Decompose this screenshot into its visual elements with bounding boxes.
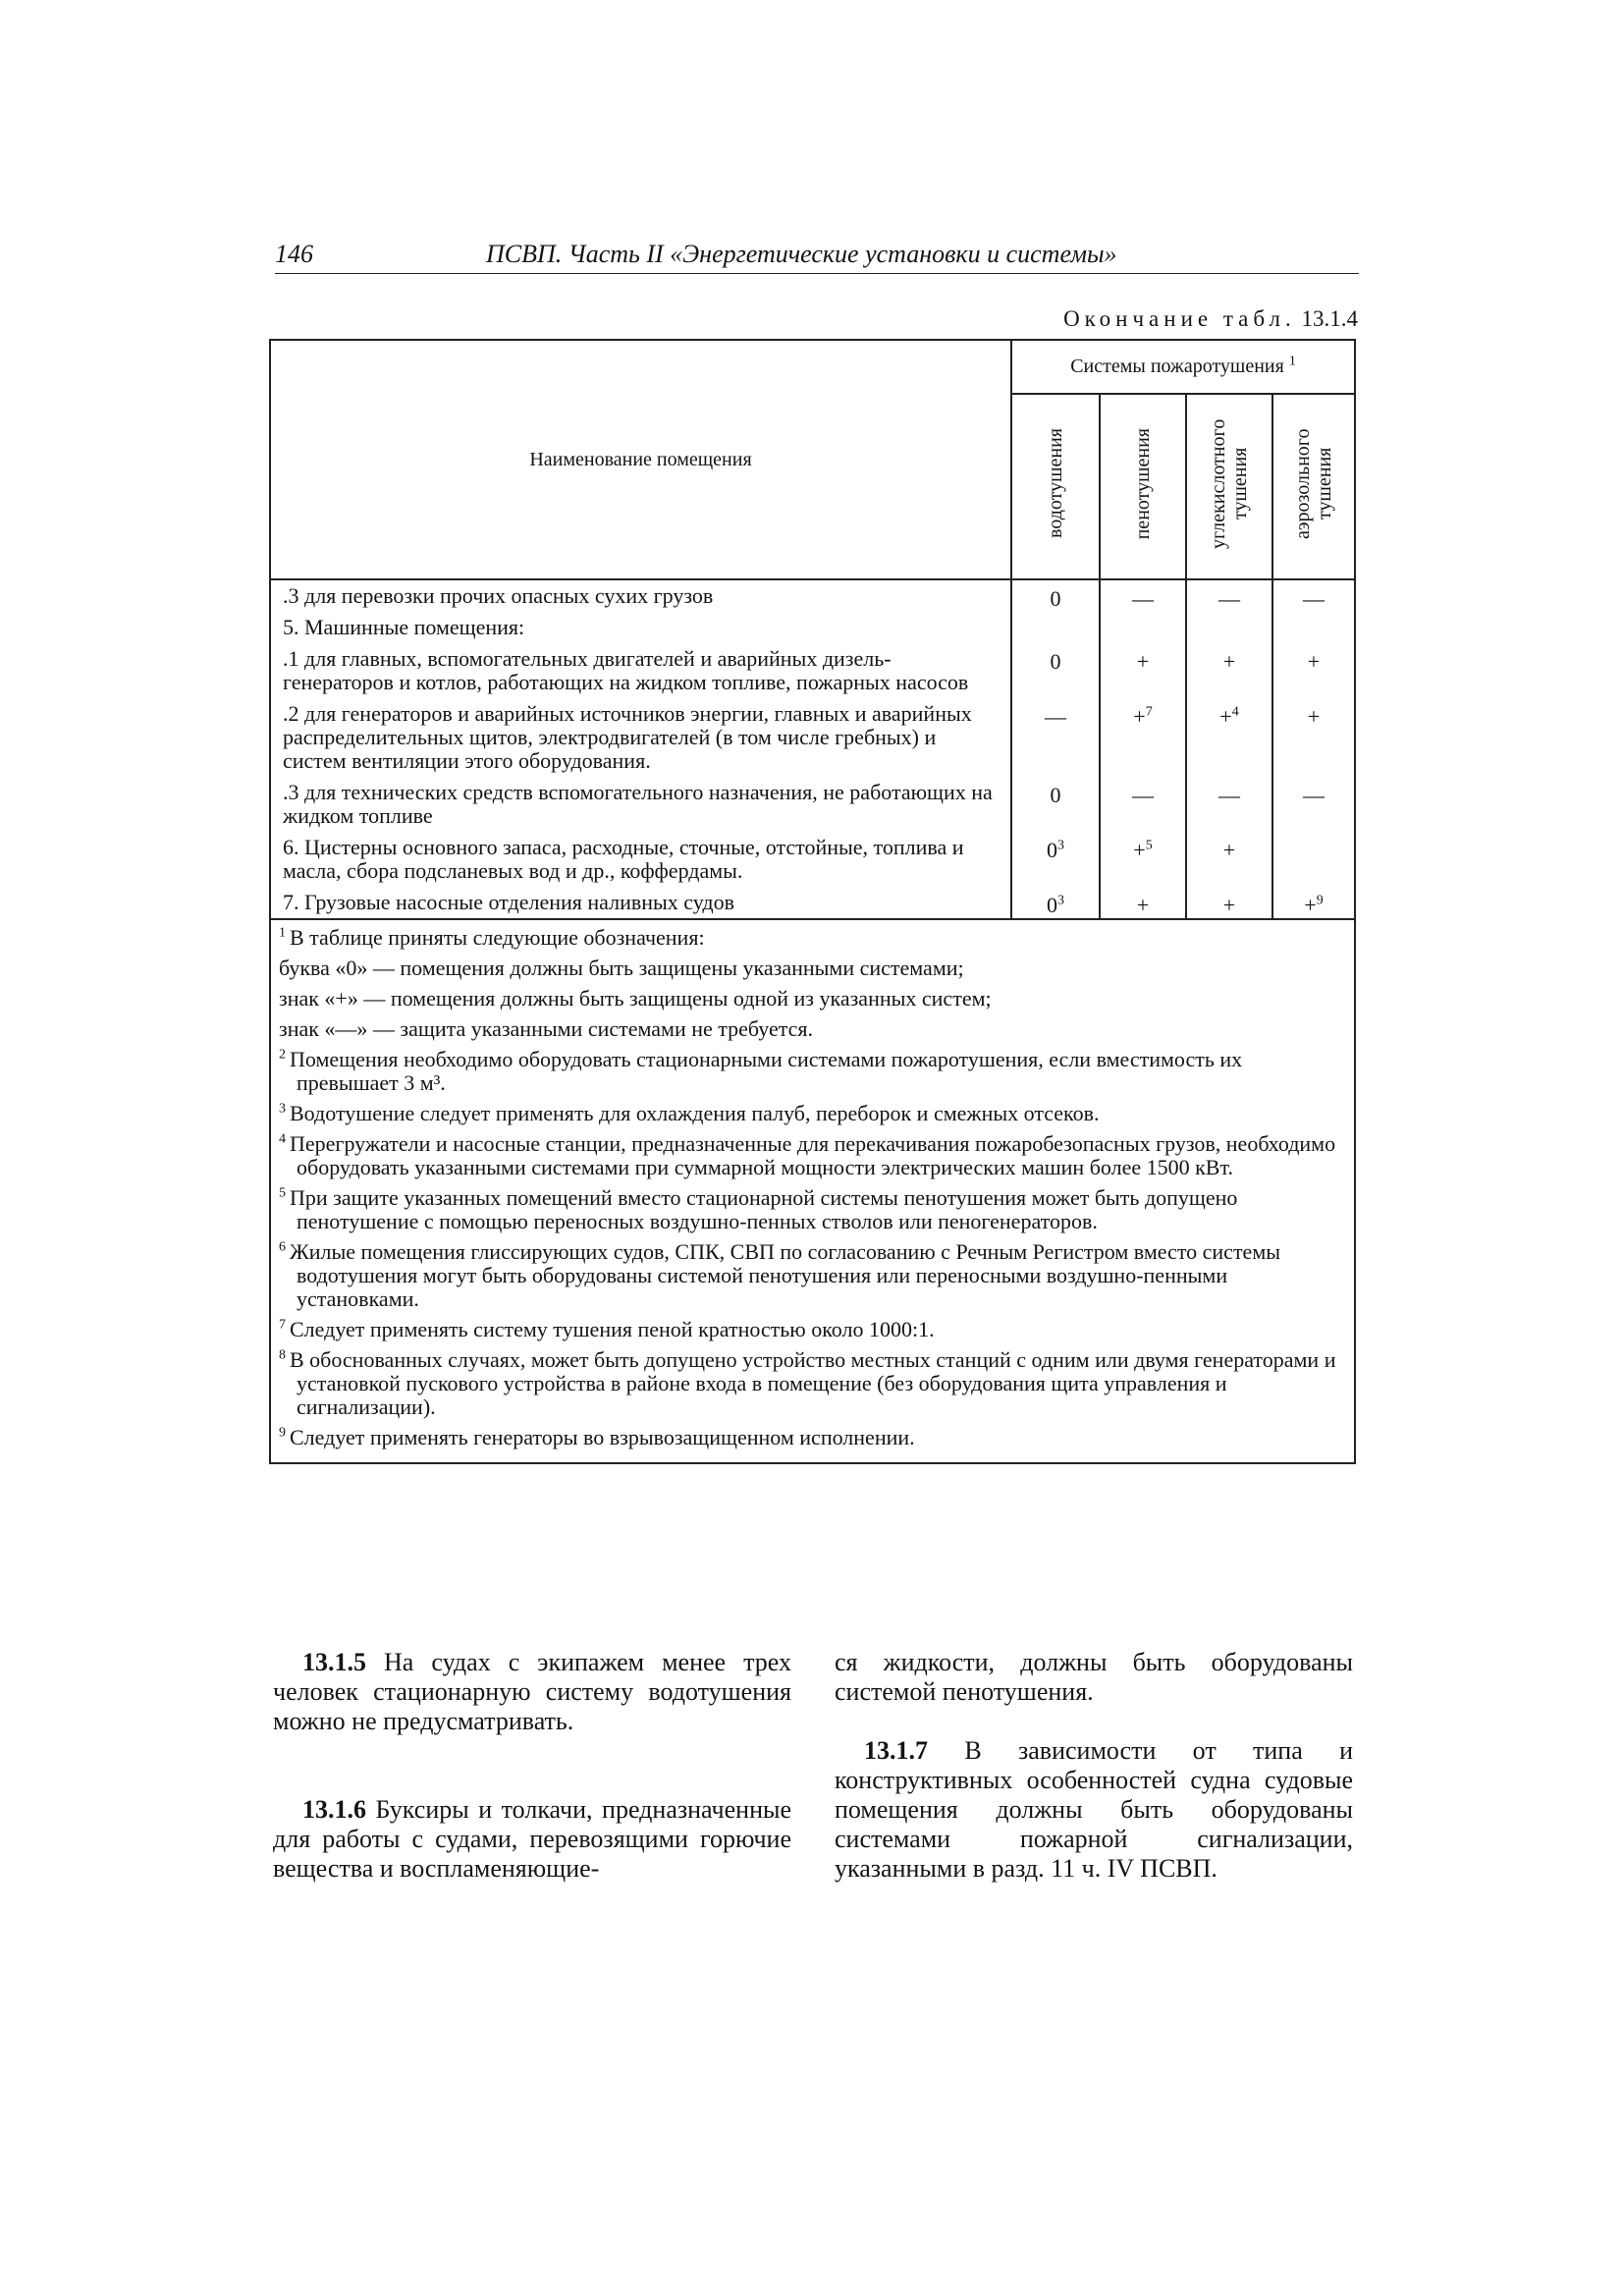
footnote-text: При защите указанных помещений вместо стационарной системы пенотушения может быть допущено пенотушение с помощью переносных воздушно-пенных стволов или пеногенераторов.	[290, 1185, 1238, 1233]
table-row	[270, 698, 1355, 777]
footnote	[279, 957, 1344, 980]
header-column-label: аэрозольного тушения	[1292, 428, 1335, 539]
table-row	[270, 612, 1355, 643]
row-cell	[1186, 777, 1272, 832]
row-cell	[1100, 643, 1186, 698]
table-row	[270, 777, 1355, 832]
cell-sup: 3	[1057, 893, 1064, 908]
cell-value: +	[1133, 704, 1146, 729]
footnote-marker: 9	[279, 1425, 286, 1441]
footnote-marker: 3	[279, 1101, 286, 1117]
footnote-marker: 2	[279, 1047, 286, 1063]
paragraph-text: На судах с экипажем менее трех человек стационарную систему водотушения можно не предусматривать.	[273, 1648, 791, 1735]
row-cell	[1272, 777, 1355, 832]
footnote-text: Помещения необходимо оборудовать стационарными системами пожаротушения, если вместимость их превышает 3 м³.	[290, 1047, 1243, 1095]
paragraph-text: ся жидкости, должны быть оборудованы системой пенотушения.	[835, 1648, 1353, 1706]
running-title: ПСВП. Часть II «Энергетические установки и системы»	[486, 240, 1117, 268]
row-cell	[1272, 698, 1355, 777]
row-cell	[1272, 643, 1355, 698]
footnote	[279, 926, 1344, 950]
table-body	[270, 579, 1355, 1463]
cell-value: +	[1304, 893, 1317, 917]
row-cell	[1186, 579, 1272, 612]
row-cell	[1011, 612, 1100, 643]
table-caption-number: 13.1.4	[1301, 306, 1358, 331]
paragraph-number: 13.1.5	[302, 1648, 366, 1676]
cell-value: 0	[1047, 893, 1057, 917]
row-name: 6. Цистерны основного запаса, расходные, сточные, отстойные, топлива и масла, сбора подсланевых вод и др., коффердамы.	[270, 832, 1011, 887]
header-column-label: углекислотного тушения	[1208, 418, 1251, 549]
cell-value: 0	[1050, 586, 1061, 611]
row-cell	[1272, 887, 1355, 919]
footnote-text: знак «+» — помещения должны быть защищены одной из указанных систем;	[279, 986, 992, 1011]
cell-value: +	[1222, 649, 1236, 674]
table-caption-label: Окончание табл.	[1063, 306, 1296, 331]
cell-sup: 5	[1145, 838, 1153, 853]
footnote	[279, 1348, 1344, 1419]
footnote	[279, 987, 1344, 1011]
cell-value: +	[1136, 649, 1150, 674]
table-notes	[270, 919, 1355, 1463]
header-column-2	[1186, 394, 1272, 579]
row-cell	[1100, 579, 1186, 612]
table-row	[270, 832, 1355, 887]
row-cell	[1011, 698, 1100, 777]
table-row	[270, 643, 1355, 698]
cell-sup: 4	[1231, 704, 1239, 720]
row-cell	[1272, 832, 1355, 887]
footnote-text: Перегружатели и насосные станции, предназначенные для перекачивания пожаробезопасных грузов, необходимо оборудовать указанными системами при суммарной мощности электрических машин более 1500 кВт.	[290, 1131, 1336, 1179]
paragraph	[835, 1736, 1353, 1884]
row-cell	[1011, 579, 1100, 612]
header-column-label: пенотушения	[1132, 427, 1154, 540]
cell-sup: 3	[1057, 838, 1064, 853]
cell-sup: 7	[1145, 704, 1153, 720]
header-fire-systems	[1011, 340, 1355, 394]
footnote-marker: 6	[279, 1239, 286, 1255]
footnote-text: знак «—» — защита указанными системами не требуется.	[279, 1016, 814, 1041]
row-cell	[1186, 643, 1272, 698]
cell-value: —	[1132, 783, 1154, 807]
row-cell	[1186, 698, 1272, 777]
footnote	[279, 1048, 1344, 1095]
paragraph	[273, 1795, 791, 1884]
cell-value: +	[1136, 893, 1150, 917]
footnote-text: В таблице приняты следующие обозначения:	[290, 925, 705, 950]
footnote	[279, 1017, 1344, 1041]
row-cell	[1011, 777, 1100, 832]
row-cell	[1100, 832, 1186, 887]
row-name: .1 для главных, вспомогательных двигателей и аварийных дизель-генераторов и котлов, работающих на жидком топливе, пожарных насосов	[270, 643, 1011, 698]
cell-value: —	[1218, 783, 1240, 807]
table-row	[270, 579, 1355, 612]
body-column-right	[835, 1648, 1353, 1913]
footnote-marker: 4	[279, 1131, 286, 1147]
row-cell	[1186, 887, 1272, 919]
table-row	[270, 887, 1355, 919]
row-cell	[1186, 832, 1272, 887]
page-number: 146	[275, 240, 313, 268]
table-caption	[1063, 306, 1358, 332]
row-name: 7. Грузовые насосные отделения наливных судов	[270, 887, 1011, 919]
notes-row	[270, 919, 1355, 1463]
footnote	[279, 1426, 1344, 1449]
paragraph	[273, 1648, 791, 1736]
row-cell	[1272, 579, 1355, 612]
footnote	[279, 1186, 1344, 1233]
footnote	[279, 1132, 1344, 1179]
footnote-marker: 5	[279, 1185, 286, 1201]
footnote-text: Жилые помещения глиссирующих судов, СПК, СВП по согласованию с Речным Регистром вместо системы водотушения могут быть оборудованы системой пенотушения или переносными воздушно-пенными установками.	[290, 1239, 1281, 1311]
footnote-text: Водотушение следует применять для охлаждения палуб, переборок и смежных отсеков.	[290, 1101, 1100, 1125]
paragraph-text: В зависимости от типа и конструктивных особенностей судна судовые помещения должны быть оборудованы системами пожарной сигнализации, указанными в разд. 11 ч. IV ПСВП.	[835, 1736, 1353, 1883]
footnote	[279, 1102, 1344, 1125]
header-column-1	[1100, 394, 1186, 579]
cell-value: 0	[1047, 838, 1057, 862]
row-name: .2 для генераторов и аварийных источников энергии, главных и аварийных распределительных щитов, электродвигателей (в том числе гребных) и систем вентиляции этого оборудования.	[270, 698, 1011, 777]
row-cell	[1100, 887, 1186, 919]
footnote	[279, 1318, 1344, 1341]
paragraph-text: Буксиры и толкачи, предназначенные для работы с судами, перевозящими горючие вещества и воспламеняющие-	[273, 1795, 791, 1883]
cell-value: —	[1303, 586, 1325, 611]
cell-value: 0	[1050, 649, 1061, 674]
footnote	[279, 1240, 1344, 1311]
row-cell	[1011, 643, 1100, 698]
cell-value: +	[1219, 704, 1232, 729]
footnote-text: Следует применять генераторы во взрывозащищенном исполнении.	[290, 1425, 915, 1449]
row-cell	[1100, 777, 1186, 832]
row-name: .3 для технических средств вспомогательного назначения, не работающих на жидком топливе	[270, 777, 1011, 832]
header-fire-systems-sup: 1	[1288, 354, 1296, 369]
cell-value: —	[1303, 783, 1325, 807]
footnote-marker: 8	[279, 1347, 286, 1363]
footnote-text: В обоснованных случаях, может быть допущено устройство местных станций с одним или двумя генераторами и установкой пускового устройства в районе входа в помещение (без оборудования щита управления и сигнализации).	[290, 1347, 1336, 1419]
paragraph-number: 13.1.6	[302, 1795, 366, 1824]
row-cell	[1186, 612, 1272, 643]
running-header	[275, 240, 1359, 274]
cell-value: —	[1132, 586, 1154, 611]
header-column-label: водотушения	[1045, 428, 1066, 539]
cell-value: +	[1133, 838, 1146, 862]
fire-systems-table	[269, 339, 1356, 1464]
footnote-marker: 7	[279, 1317, 286, 1333]
row-cell	[1272, 612, 1355, 643]
footnote-text: буква «0» — помещения должны быть защищены указанными системами;	[279, 956, 964, 980]
row-name: 5. Машинные помещения:	[270, 612, 1011, 643]
header-fire-systems-label: Системы пожаротушения	[1070, 355, 1284, 377]
cell-sup: 9	[1316, 893, 1324, 908]
cell-value: +	[1222, 838, 1236, 862]
row-cell	[1100, 698, 1186, 777]
row-name: .3 для перевозки прочих опасных сухих грузов	[270, 579, 1011, 612]
header-column-0	[1011, 394, 1100, 579]
cell-value: —	[1045, 704, 1066, 729]
footnote-marker: 1	[279, 925, 286, 941]
header-room-name: Наименование помещения	[270, 340, 1011, 579]
cell-value: 0	[1050, 783, 1061, 807]
cell-value: —	[1218, 586, 1240, 611]
body-column-left	[273, 1648, 791, 1913]
cell-value: +	[1307, 704, 1321, 729]
row-cell	[1011, 832, 1100, 887]
paragraph-number: 13.1.7	[864, 1736, 928, 1765]
footnote-text: Следует применять систему тушения пеной кратностью около 1000:1.	[290, 1317, 935, 1341]
row-cell	[1011, 887, 1100, 919]
cell-value: +	[1307, 649, 1321, 674]
header-column-3	[1272, 394, 1355, 579]
cell-value: +	[1222, 893, 1236, 917]
row-cell	[1100, 612, 1186, 643]
paragraph	[835, 1648, 1353, 1707]
